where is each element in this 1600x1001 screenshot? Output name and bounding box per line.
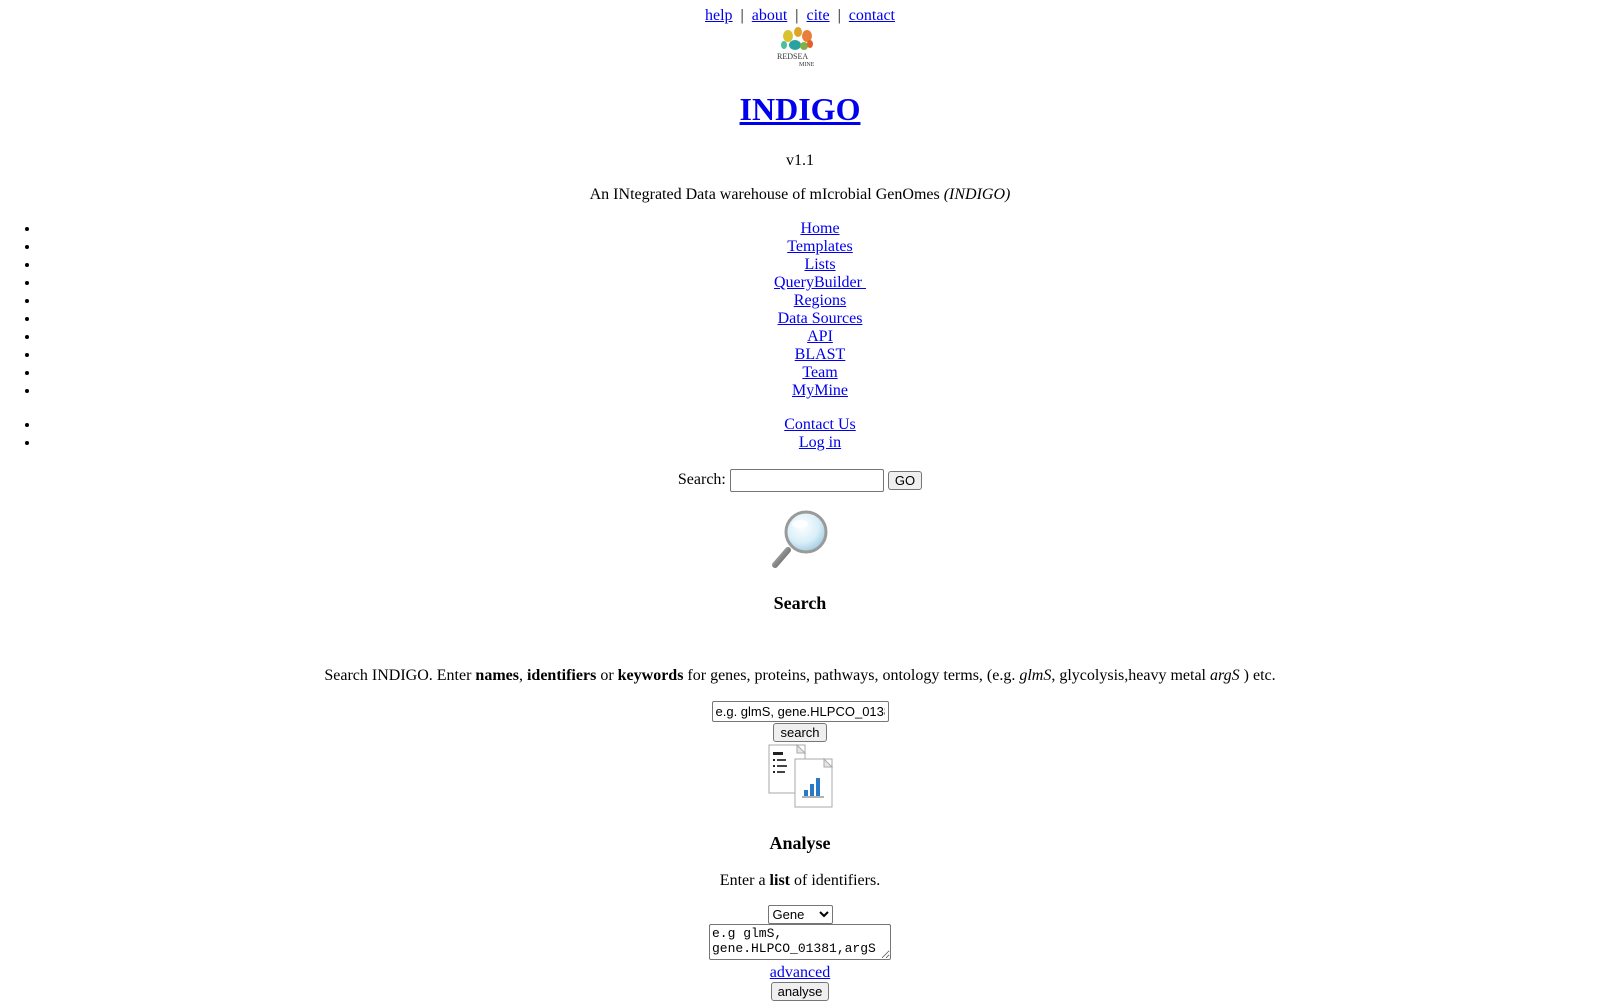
help-link[interactable]: help: [705, 7, 733, 24]
advanced-link[interactable]: advanced: [769, 964, 831, 981]
search-desc-identifiers: identifiers: [526, 667, 597, 684]
nav-item-data-sources: [40, 310, 1600, 328]
tagline-abbrev: (INDIGO): [943, 186, 1011, 203]
contact-link[interactable]: contact: [848, 7, 895, 24]
search-button[interactable]: search: [773, 723, 826, 742]
analyse-description: [0, 871, 1600, 891]
search-input[interactable]: [712, 701, 889, 722]
nav-item-templates: [40, 238, 1600, 256]
search-button-row: [0, 723, 1600, 742]
search-desc-example: argS: [1210, 667, 1240, 684]
svg-text:MINE: MINE: [799, 62, 815, 68]
nav-link-templates[interactable]: Templates: [787, 238, 853, 255]
nav-item-team: [40, 364, 1600, 382]
about-link[interactable]: about: [751, 7, 788, 24]
search-desc-text: or: [596, 667, 618, 684]
analyse-heading: Analyse: [769, 833, 831, 853]
redsea-mine-logo-icon: [776, 26, 820, 68]
nav-item-querybuilder: [40, 274, 1600, 292]
search-desc-text: ,: [518, 667, 527, 684]
nav-link-lists[interactable]: Lists: [804, 256, 836, 273]
identifiers-textarea-row: [0, 924, 1600, 960]
nav-link-blast[interactable]: BLAST: [794, 346, 846, 363]
separator: |: [795, 7, 799, 24]
nav-item-regions: [40, 292, 1600, 310]
nav-link-team[interactable]: Team: [802, 364, 838, 381]
nav-item-contact-us: [40, 416, 1600, 434]
nav-link-regions[interactable]: Regions: [793, 292, 847, 309]
search-desc-text: for genes, proteins, pathways, ontology terms, (e.g.: [683, 667, 1020, 684]
nav-item-lists: [40, 256, 1600, 274]
quick-search-input[interactable]: [730, 469, 884, 492]
svg-text:REDSEA: REDSEA: [777, 52, 809, 61]
nav-link-home[interactable]: Home: [800, 220, 840, 237]
go-button[interactable]: GO: [888, 471, 922, 490]
tagline: [0, 185, 1600, 205]
secondary-nav: [0, 416, 1600, 452]
search-desc-example: glmS: [1019, 667, 1052, 684]
nav-item-home: [40, 220, 1600, 238]
nav-link-api[interactable]: API: [807, 328, 833, 345]
nav-link-log-in[interactable]: Log in: [798, 434, 842, 451]
identifiers-textarea[interactable]: [709, 924, 891, 960]
search-input-row: [0, 701, 1600, 722]
top-links-bar: [0, 7, 1600, 25]
title-link[interactable]: INDIGO: [739, 91, 861, 127]
quick-search-label: Search:: [677, 471, 726, 488]
nav-item-mymine: [40, 382, 1600, 400]
analyse-button[interactable]: analyse: [771, 982, 830, 1001]
analyse-desc-text: Enter a: [719, 872, 770, 889]
search-desc-text: , glycolysis,heavy metal: [1051, 667, 1210, 684]
nav-link-data-sources[interactable]: Data Sources: [777, 310, 863, 327]
separator: |: [740, 7, 744, 24]
analyse-button-row: [0, 982, 1600, 1001]
quick-search: [0, 468, 1600, 492]
cite-link[interactable]: cite: [806, 7, 830, 24]
search-desc-names: names: [475, 667, 519, 684]
type-select[interactable]: [768, 905, 833, 924]
search-desc-keywords: keywords: [617, 667, 684, 684]
advanced-row: [0, 963, 1600, 983]
nav-link-mymine[interactable]: MyMine: [792, 382, 848, 399]
tagline-text: An INtegrated Data warehouse of mIcrobial GenOmes: [589, 186, 940, 203]
list-chart-icon: [768, 744, 834, 808]
search-desc-text: ) etc.: [1239, 667, 1276, 684]
search-heading: Search: [773, 593, 827, 613]
nav-link-querybuilder[interactable]: QueryBuilder: [774, 274, 866, 291]
page-title: [0, 90, 1600, 128]
main-nav: [0, 220, 1600, 400]
magnifier-icon: [770, 508, 832, 570]
analyse-desc-text: of identifiers.: [790, 872, 881, 889]
nav-item-api: [40, 328, 1600, 346]
nav-item-log-in: [40, 434, 1600, 452]
search-description: [0, 666, 1600, 686]
search-desc-text: Search INDIGO. Enter: [324, 667, 476, 684]
redsea-mine-logo[interactable]: [776, 26, 820, 68]
analyse-desc-list: list: [769, 872, 790, 889]
separator: |: [837, 7, 841, 24]
nav-item-blast: [40, 346, 1600, 364]
nav-link-contact-us[interactable]: Contact Us: [784, 416, 856, 433]
version-text: v1.1: [786, 152, 814, 169]
type-select-row: [0, 905, 1600, 924]
